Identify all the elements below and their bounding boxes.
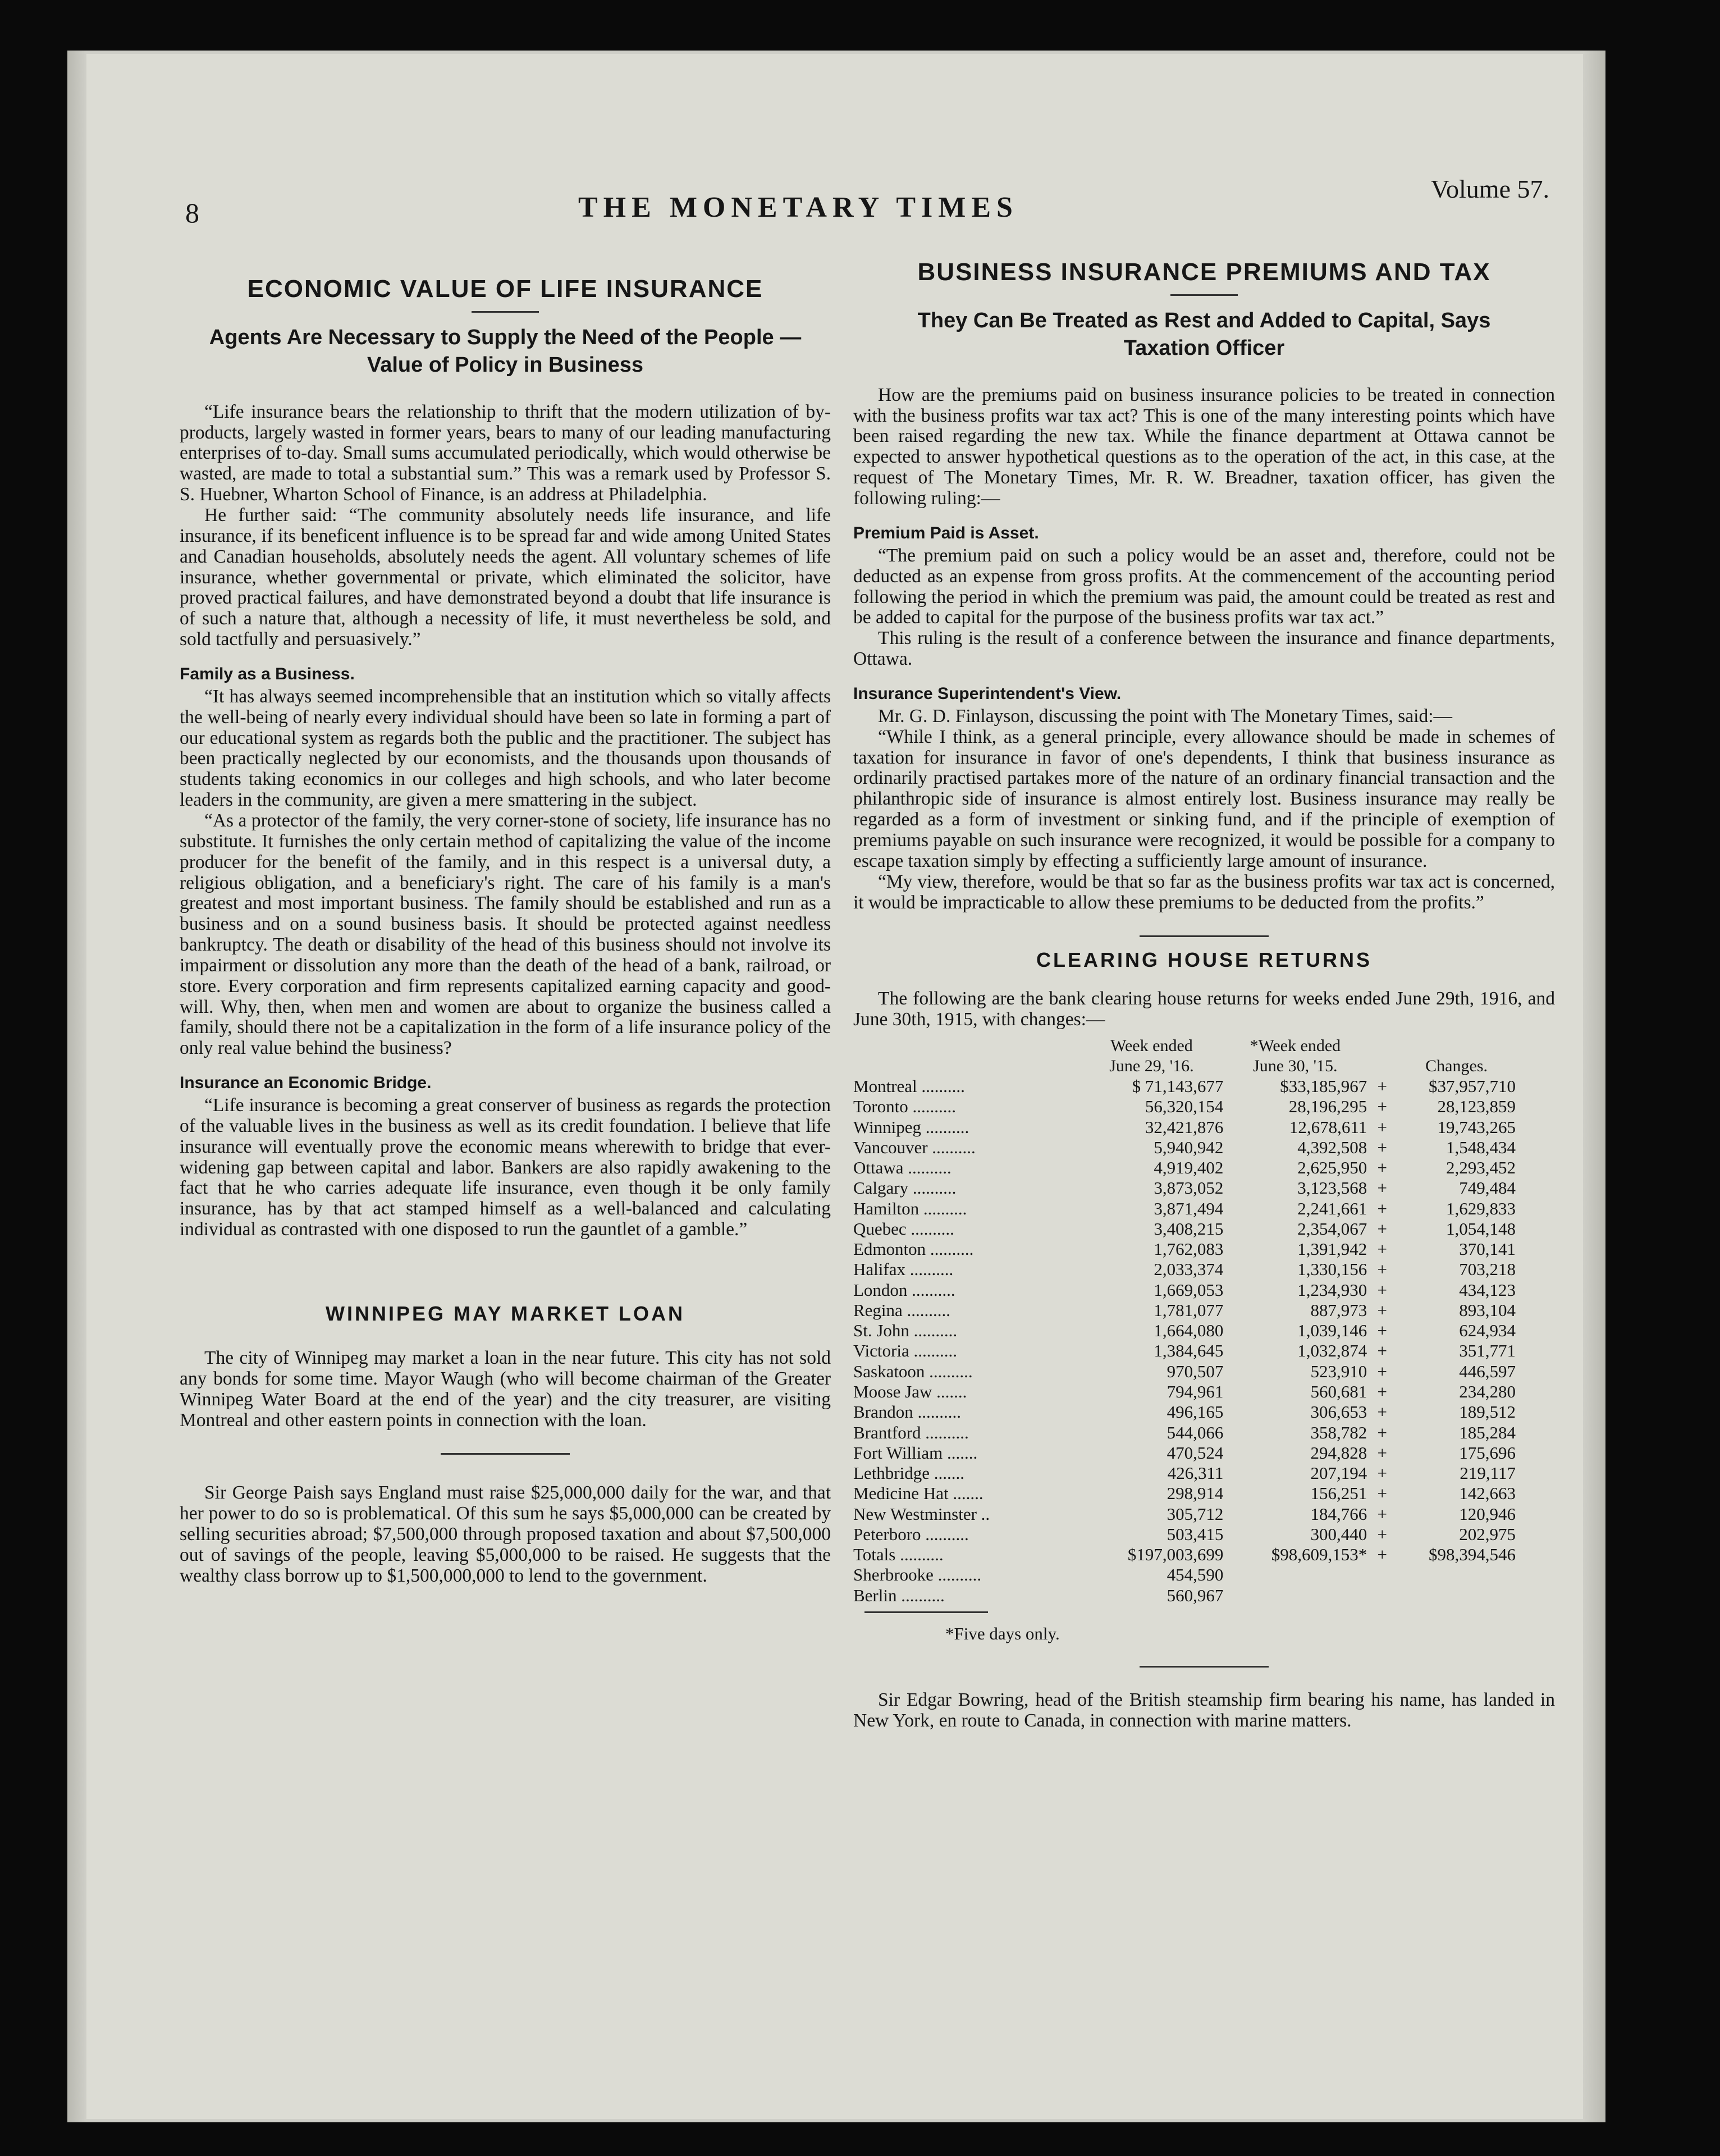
table-row — [853, 1382, 1516, 1402]
table-cell: + — [1377, 1382, 1387, 1402]
table-cell: Peterboro .......... — [853, 1524, 969, 1544]
table-cell: 454,590 — [1167, 1565, 1224, 1585]
table-row — [853, 1524, 1516, 1545]
table-row — [853, 1158, 1516, 1178]
divider — [441, 1453, 570, 1455]
table-cell: 175,696 — [1459, 1442, 1516, 1463]
table-cell — [1397, 1586, 1516, 1606]
table-cell — [1367, 1586, 1397, 1606]
table-cell: 2,354,067 — [1297, 1218, 1367, 1239]
table-cell: 1,234,930 — [1297, 1280, 1367, 1300]
paragraph: “Life insurance is becoming a great conserver of business as regards the protection of the valuable lives in the business as well as its credit foundation. I believe that life insurance will eventually prove the economic means wherewith to bridge that ever-widening gap between capital and labor. Bankers are also rapidly awakening to the fact that he who carries adequate life insurance, even though it be only family insurance, has by that act stamped himself as a well-balanced and calculating individual as contrasted with one disposed to run the gauntlet of a gamble.” — [180, 1095, 831, 1240]
table-cell: 887,973 — [1310, 1300, 1367, 1320]
table-cell: 358,782 — [1310, 1422, 1367, 1442]
table-cell: Regina .......... — [853, 1300, 951, 1320]
paragraph: “While I think, as a general principle, every allowance should be made in schemes of taxation for insurance in favor of one's dependents, I think that business insurance as ordinarily practised partakes more of the nature of an ordinary financial transaction and the philanthropic side of insurance is almost entirely lost. Business insurance may really be regarded as a form of investment or sinking fund, and if the principle of exemption of premiums payable on such insurance were recognized, it would be possible for a company to escape taxation simply by effecting a sufficiently large amount of insurance. — [853, 726, 1555, 871]
table-cell: Ottawa .......... — [853, 1158, 952, 1178]
volume-label: Volume 57. — [1430, 175, 1549, 203]
table-cell: + — [1377, 1524, 1387, 1544]
section-heading: Insurance Superintendent's View. — [853, 684, 1122, 703]
table-cell: + — [1377, 1280, 1387, 1300]
table-cell — [1223, 1586, 1367, 1606]
page-header — [185, 175, 1549, 241]
paragraph: Mr. G. D. Finlayson, discussing the point with The Monetary Times, said:— — [878, 705, 1453, 727]
table-row — [853, 1586, 1516, 1606]
table-cell: 28,123,859 — [1437, 1097, 1516, 1117]
table-cell: 560,681 — [1310, 1382, 1367, 1402]
table-cell: Berlin .......... — [853, 1585, 945, 1605]
article-subtitle-life-insurance: Agents Are Necessary to Supply the Need of the People —Value of Policy in Business — [209, 326, 802, 377]
table-cell: 189,512 — [1459, 1402, 1516, 1422]
table-cell: 12,678,611 — [1289, 1117, 1367, 1137]
table-cell: 2,241,661 — [1297, 1198, 1367, 1218]
table-cell: 470,524 — [1167, 1442, 1224, 1463]
table-cell: 300,440 — [1310, 1524, 1367, 1544]
table-cell: Victoria .......... — [853, 1341, 957, 1361]
table-cell: 1,781,077 — [1154, 1300, 1224, 1320]
table-cell: Fort William ....... — [853, 1442, 978, 1463]
table-cell: + — [1377, 1137, 1387, 1157]
table-cell: 1,664,080 — [1154, 1321, 1224, 1341]
table-cell: + — [1377, 1463, 1387, 1483]
table-cell: 370,141 — [1459, 1239, 1516, 1259]
table-cell: 560,967 — [1167, 1585, 1224, 1605]
table-row — [853, 1362, 1516, 1382]
table-cell: 446,597 — [1459, 1361, 1516, 1381]
table-cell: 294,828 — [1310, 1442, 1367, 1463]
table-cell: 207,194 — [1310, 1463, 1367, 1483]
table-cell: + — [1377, 1361, 1387, 1381]
table-cell: + — [1377, 1158, 1387, 1178]
section-heading: Family as a Business. — [180, 664, 355, 683]
table-cell: 3,871,494 — [1154, 1198, 1224, 1218]
paragraph: “The premium paid on such a policy would be an asset and, therefore, could not be deducted as an expense from gross profits. At the commencement of the accounting period following the period in which the premium was paid, the amount could be treated as rest and be added to capital for the purpose of the business profits war tax act.” — [853, 545, 1555, 628]
table-cell: + — [1377, 1504, 1387, 1524]
table-row — [853, 1259, 1516, 1280]
paragraph: Sir Edgar Bowring, head of the British steamship firm bearing his name, has landed in New York, en route to Canada, in connection with marine matters. — [853, 1689, 1555, 1731]
table-cell: + — [1377, 1198, 1387, 1218]
table-cell: + — [1377, 1422, 1387, 1442]
table-cell: + — [1377, 1300, 1387, 1320]
table-cell: $ 71,143,677 — [1132, 1076, 1224, 1097]
table-row — [853, 1483, 1516, 1504]
table-cell: + — [1377, 1178, 1387, 1198]
table-row — [853, 1463, 1516, 1483]
newspaper-page — [67, 51, 1605, 2122]
table-cell: + — [1377, 1341, 1387, 1361]
table-cell: 970,507 — [1167, 1361, 1224, 1381]
divider — [472, 311, 539, 313]
paragraph: “As a protector of the family, the very corner-stone of society, life insurance has no substitute. It furnishes the only certain method of capitalizing the value of the income producer for the benefit of the family, and in this respect is a universal duty, a religious obligation, and a beneficiary's right. The care of his family is a man's greatest and most important business. The family should be established and run as a business and on a sound business basis. It should be protected against needless bankruptcy. The death or disability of the head of this business should not involve its impairment or dissolution any more than the death of the head of a bank, railroad, or store. Every corporation and firm represents capitalized earning capacity and good-will. Why, then, when men and women are about to organize the business called a family, should there not be a capitalization in the form of a life insurance policy of the only real value behind the business? — [180, 810, 831, 1059]
table-cell: + — [1377, 1117, 1387, 1137]
table-cell: 1,629,833 — [1446, 1198, 1516, 1218]
table-cell: 1,391,942 — [1297, 1239, 1367, 1259]
right-column — [853, 258, 1555, 1732]
table-cell: $33,185,967 — [1280, 1076, 1367, 1097]
paragraph: The city of Winnipeg may market a loan in the near future. This city has not sold any bonds for some time. Mayor Waugh (who will become chairman of the Greater Winnipeg Water Board at the end of the year) and the city treasurer, are visiting Montreal and other eastern points in connection with the loan. — [180, 1347, 831, 1431]
table-row — [853, 1504, 1516, 1524]
paragraph: “My view, therefore, would be that so far as the business profits war tax act is concerned, it would be impracticable to allow these premiums to be deducted from the profits.” — [853, 871, 1555, 913]
column-header: June 30, '15. — [1253, 1057, 1338, 1076]
table-cell: 2,293,452 — [1446, 1158, 1516, 1178]
article-subtitle-business-insurance: They Can Be Treated as Rest and Added to Capital, Says Taxation Officer — [917, 309, 1491, 360]
table-cell: St. John .......... — [853, 1321, 958, 1341]
table-row — [853, 1076, 1516, 1097]
table-row — [853, 1300, 1516, 1321]
table-cell: 2,625,950 — [1297, 1158, 1367, 1178]
table-cell: 1,669,053 — [1154, 1280, 1224, 1300]
table-cell: Sherbrooke .......... — [853, 1565, 982, 1585]
table-cell: 3,123,568 — [1297, 1178, 1367, 1198]
table-row — [853, 1117, 1516, 1138]
table-row — [853, 1280, 1516, 1300]
article-title-winnipeg-loan: WINNIPEG MAY MARKET LOAN — [325, 1302, 685, 1325]
table-cell: 1,762,083 — [1154, 1239, 1224, 1259]
table-cell: + — [1377, 1259, 1387, 1280]
column-header: June 29, '16. — [1109, 1057, 1194, 1076]
table-cell: 306,653 — [1310, 1402, 1367, 1422]
table-cell: 120,946 — [1459, 1504, 1516, 1524]
table-row — [853, 1178, 1516, 1198]
table-cell: $197,003,699 — [1127, 1545, 1224, 1565]
table-cell: + — [1377, 1545, 1387, 1565]
table-cell — [1223, 1565, 1367, 1585]
table-cell: Moose Jaw ....... — [853, 1382, 967, 1402]
table-cell: 4,392,508 — [1297, 1137, 1367, 1157]
table-cell: 32,421,876 — [1145, 1117, 1224, 1137]
table-cell: New Westminster .. — [853, 1504, 990, 1524]
divider — [1140, 935, 1269, 937]
table-cell: + — [1377, 1076, 1387, 1097]
table-cell: Medicine Hat ....... — [853, 1483, 983, 1504]
table-row — [853, 1239, 1516, 1259]
table-row — [853, 1341, 1516, 1361]
table-row — [853, 1443, 1516, 1463]
table-cell: 351,771 — [1459, 1341, 1516, 1361]
section-heading: Premium Paid is Asset. — [853, 523, 1039, 542]
table-cell: Quebec .......... — [853, 1218, 954, 1239]
column-header: *Week ended — [1250, 1036, 1341, 1056]
table-cell: 1,054,148 — [1446, 1218, 1516, 1239]
table-cell: 184,766 — [1310, 1504, 1367, 1524]
table-cell: 523,910 — [1310, 1361, 1367, 1381]
table-cell: Winnipeg .......... — [853, 1117, 969, 1137]
table-cell: 1,548,434 — [1446, 1137, 1516, 1157]
left-column — [180, 275, 831, 1587]
table-cell: Saskatoon .......... — [853, 1361, 973, 1381]
paragraph: “Life insurance bears the relationship to thrift that the modern utilization of by-products, largely wasted in former years, bears to many of our leading manufacturing enterprises of to-day. Small sums accumulated periodically, which would otherwise be wasted, are made to total a substantial sum.” This was a remark used by Professor S. S. Huebner, Wharton School of Finance, is an address at Philadelphia. — [180, 401, 831, 505]
table-cell: Calgary .......... — [853, 1178, 957, 1198]
table-cell: 544,066 — [1167, 1422, 1224, 1442]
totals-row — [853, 1545, 1516, 1565]
table-cell: + — [1377, 1483, 1387, 1504]
table-cell: 56,320,154 — [1145, 1097, 1224, 1117]
table-cell: 624,934 — [1459, 1321, 1516, 1341]
table-cell: 142,663 — [1459, 1483, 1516, 1504]
table-cell: Totals .......... — [853, 1545, 944, 1565]
table-cell: 3,873,052 — [1154, 1178, 1224, 1198]
masthead: THE MONETARY TIMES — [578, 191, 1018, 223]
table-cell: 1,384,645 — [1154, 1341, 1224, 1361]
paragraph: How are the premiums paid on business insurance policies to be treated in connection with the business profits war tax act? This is one of the many interesting points which have been raised regarding the new tax. While the finance department at Ottawa cannot be expected to answer hypothetical questions as to the operation of the act, in this case, at the request of The Monetary Times, Mr. R. W. Breadner, taxation officer, has given the following ruling:— — [853, 384, 1555, 509]
table-cell: 185,284 — [1459, 1422, 1516, 1442]
column-header: Week ended — [1110, 1036, 1193, 1056]
table-cell: Toronto .......... — [853, 1097, 956, 1117]
table-row — [853, 1219, 1516, 1239]
section-heading: Insurance an Economic Bridge. — [180, 1074, 432, 1093]
page-number: 8 — [185, 197, 199, 229]
column-header: Changes. — [1425, 1057, 1488, 1076]
table-cell: + — [1377, 1097, 1387, 1117]
table-cell: 703,218 — [1459, 1259, 1516, 1280]
clearing-house-table — [853, 1036, 1516, 1606]
table-row — [853, 1321, 1516, 1341]
table-cell: 305,712 — [1167, 1504, 1224, 1524]
paragraph: Sir George Paish says England must raise $25,000,000 daily for the war, and that her power to do so is problematical. Of this sum he says $5,000,000 can be created by selling securities abroad; $7,500,000 through proposed taxation and about $7,500,000 out of savings of the people, leaving $5,000,000 to be raised. He suggests that the wealthy class borrow up to $1,500,000,000 to lend to the government. — [180, 1482, 831, 1586]
table-cell: 298,914 — [1167, 1483, 1224, 1504]
table-cell: 1,032,874 — [1297, 1341, 1367, 1361]
table-header-row — [853, 1036, 1516, 1076]
table-cell: 2,033,374 — [1154, 1259, 1224, 1280]
table-cell: 1,039,146 — [1297, 1321, 1367, 1341]
table-cell: Montreal .......... — [853, 1076, 965, 1097]
table-cell: Edmonton .......... — [853, 1239, 974, 1259]
table-cell: + — [1377, 1218, 1387, 1239]
table-cell: Brantford .......... — [853, 1422, 969, 1442]
table-cell — [1367, 1565, 1397, 1585]
table-row — [853, 1565, 1516, 1585]
table-cell: + — [1377, 1402, 1387, 1422]
article-title-life-insurance: ECONOMIC VALUE OF LIFE INSURANCE — [247, 275, 763, 303]
divider — [1140, 1666, 1269, 1668]
table-row — [853, 1199, 1516, 1219]
article-title-business-insurance: BUSINESS INSURANCE PREMIUMS AND TAX — [917, 258, 1491, 286]
table-cell: 234,280 — [1459, 1382, 1516, 1402]
table-cell: 5,940,942 — [1154, 1137, 1224, 1157]
table-cell: $98,394,546 — [1429, 1545, 1516, 1565]
table-cell — [1397, 1565, 1516, 1585]
table-cell: 219,117 — [1460, 1463, 1516, 1483]
table-cell: Vancouver .......... — [853, 1137, 976, 1157]
divider — [864, 1611, 988, 1613]
table-cell: 156,251 — [1310, 1483, 1367, 1504]
table-cell: + — [1377, 1321, 1387, 1341]
divider — [1170, 294, 1238, 296]
table-cell: 496,165 — [1167, 1402, 1224, 1422]
table-cell: 202,975 — [1459, 1524, 1516, 1544]
table-cell: 426,311 — [1167, 1463, 1224, 1483]
table-cell: 19,743,265 — [1437, 1117, 1516, 1137]
table-cell: 28,196,295 — [1288, 1097, 1367, 1117]
table-row — [853, 1402, 1516, 1422]
table-cell: Hamilton .......... — [853, 1198, 967, 1218]
table-row — [853, 1423, 1516, 1443]
table-cell: 503,415 — [1167, 1524, 1224, 1544]
table-cell: 434,123 — [1459, 1280, 1516, 1300]
table-cell: 4,919,402 — [1154, 1158, 1224, 1178]
table-cell: London .......... — [853, 1280, 955, 1300]
table-cell: Brandon .......... — [853, 1402, 962, 1422]
table-cell: + — [1377, 1442, 1387, 1463]
table-cell: + — [1377, 1239, 1387, 1259]
paragraph: This ruling is the result of a conference between the insurance and finance departments, Ottawa. — [853, 628, 1555, 670]
table-cell: $98,609,153* — [1271, 1545, 1367, 1565]
table-row — [853, 1097, 1516, 1117]
table-cell: 1,330,156 — [1297, 1259, 1367, 1280]
table-cell: 794,961 — [1167, 1382, 1224, 1402]
table-cell: 749,484 — [1459, 1178, 1516, 1198]
table-cell: Lethbridge ....... — [853, 1463, 965, 1483]
table-cell: 893,104 — [1459, 1300, 1516, 1320]
table-row — [853, 1138, 1516, 1158]
table-cell: Halifax .......... — [853, 1259, 954, 1280]
table-cell: $37,957,710 — [1429, 1076, 1516, 1097]
paragraph: He further said: “The community absolutely needs life insurance, and life insurance, if its beneficent influence is to be spread far and wide among United States and Canadian households, absolutely needs the agent. All voluntary schemes of life insurance, whether governmental or private, which eliminated the solicitor, have proved practical failures, and have demonstrated beyond a doubt that life insurance is of such a nature that, although a necessity of life, it must nevertheless be sold, and sold tactfully and persuasively.” — [180, 505, 831, 650]
table-cell: 3,408,215 — [1154, 1218, 1224, 1239]
paragraph: “It has always seemed incomprehensible that an institution which so vitally affects the well-being of nearly every individual should have been so late in forming a part of our educational system as regards both the public and the practitioner. The subject has been practically neglected by our economists, and the thousands upon thousands of students taking economics in our colleges and high schools, and who later become leaders in the community, are given a mere smattering in the subject. — [180, 686, 831, 811]
clearing-intro: The following are the bank clearing house returns for weeks ended June 29th, 1916, and June 30th, 1915, with changes:— — [853, 988, 1555, 1030]
footnote: *Five days only. — [945, 1623, 1060, 1643]
clearing-house-title: CLEARING HOUSE RETURNS — [1036, 948, 1373, 972]
